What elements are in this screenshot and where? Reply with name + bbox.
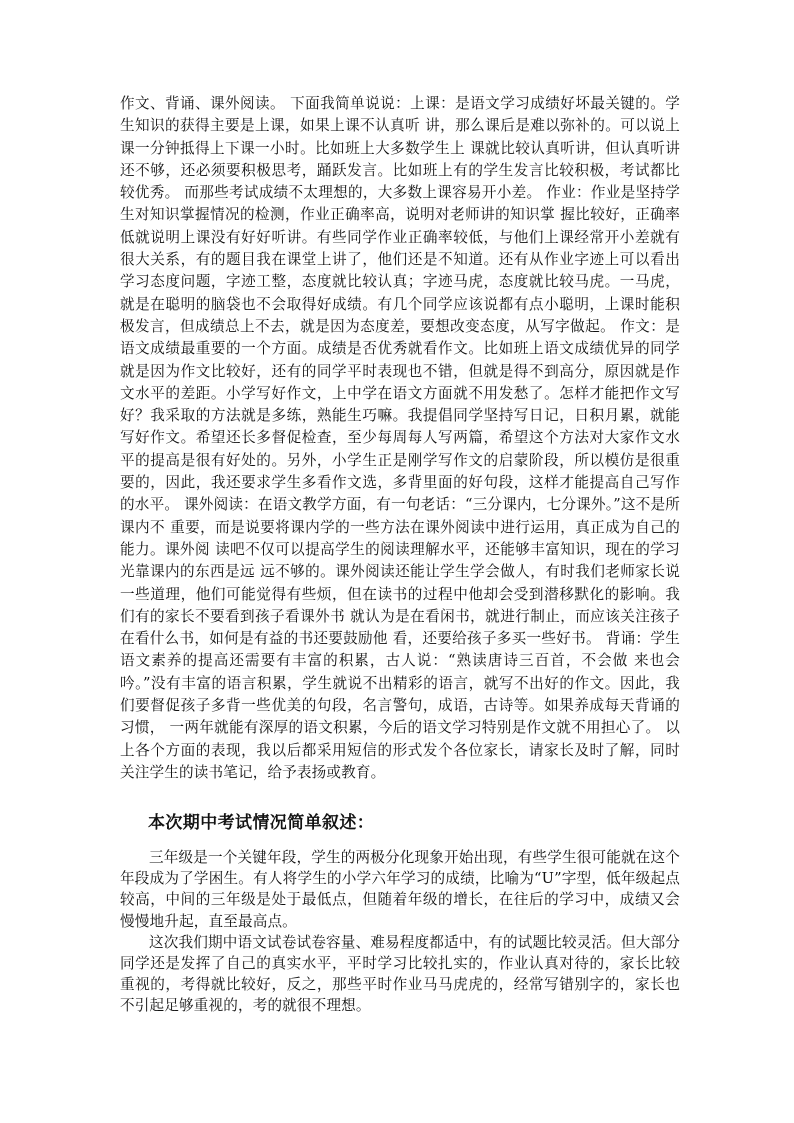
section-heading: 本次期中考试情况简单叙述： [148, 813, 375, 833]
main-paragraph: 作文、背诵、课外阅读。 下面我简单说说：上课：是语文学习成绩好坏最关键的。学生知识的获得主要是上课，如果上课不认真听 讲，那么课后是难以弥补的。可以说上课一分钟抵得上下课一小时。比如班上大多数学生上 课就比较认真听讲，但认真听讲还不够，还必须要积极思考，踊跃发言。比如班上有的学生发言比较积极，考试都比较优秀。 而那些考试成绩不太理想的，大多数上课容易开小差。 作业：作业是坚持学生对知识掌握情况的检测，作业正确率高，说明对老师讲的知识掌 握比较好，正确率低就说明上课没有好好听讲。有些同学作业正确率较低，与他们上课经常开小差就有很大关系，有的题目我在课堂上讲了，他们还是不知道。还有从作业字迹上可以看出学习态度问题，字迹工整，态度就比较认真；字迹马虎，态度就比较马虎。一马虎，就是在聪明的脑袋也不会取得好成绩。有几个同学应该说都有点小聪明，上课时能积极发言，但成绩总上不去，就是因为态度差，要想改变态度，从写字做起。 作文：是语文成绩最重要的一个方面。成绩是否优秀就看作文。比如班上语文成绩优异的同学就是因为作文比较好，还有的同学平时表现也不错，但就是得不到高分，原因就是作文水平的差距。小学写好作文，上中学在语文方面就不用发愁了。怎样才能把作文写好？我采取的方法就是多练，熟能生巧嘛。我提倡同学坚持写日记，日积月累，就能写好作文。希望还长多督促检查，至少每周每人写两篇，希望这个方法对大家作文水平的提高是很有好处的。另外，小学生正是刚学写作文的启蒙阶段，所以模仿是很重要的，因此，我还要求学生多看作文选，多背里面的好句段，这样才能提高自己写作的水平。 课外阅读：在语文教学方面，有一句老话：“三分课内，七分课外。”这不是所课内不 重要，而是说要将课内学的一些方法在课外阅读中进行运用，真正成为自己的能力。课外阅 读吧不仅可以提高学生的阅读理解水平，还能够丰富知识，现在的学习光靠课内的东西是远 远不够的。课外阅读还能让学生学会做人，有时我们老师家长说一些道理，他们可能觉得有些烦，但在读书的过程中他却会受到潜移默化的影响。我们有的家长不要看到孩子看课外书 就认为是在看闲书，就进行制止，而应该关注孩子在看什么书，如何是有益的书还要鼓励他 看，还要给孩子多买一些好书。 背诵：学生语文素养的提高还需要有丰富的积累，古人说：“熟读唐诗三百首，不会做 来也会吟。”没有丰富的语言积累，学生就说不出精彩的语言，就写不出好的作文。因此，我们要督促孩子多背一些优美的句段，名言警句，成语，古诗等。如果养成每天背诵的习惯， 一两年就能有深厚的语文积累，今后的语文学习特别是作文就不用担心了。 以上各个方面的表现，我以后都采用短信的形式发个各位家长，请家长及时了解，同时关注学生的读书笔记，给予表扬或教育。 [120, 95, 680, 781]
section-body [120, 847, 680, 1017]
section-paragraph-2: 这次我们期中语文试卷试卷容量、难易程度都适中，有的试题比较灵活。但大部分同学还是发挥了自己的真实水平，平时学习比较扎实的，作业认真对待的，家长比较重视的，考得就比较好，反之，那些平时作业马马虎虎的，经常写错别字的，家长也不引起足够重视的，考的就很不理想。 [120, 933, 680, 1015]
section-paragraph-1: 三年级是一个关键年段，学生的两极分化现象开始出现，有些学生很可能就在这个年段成为了学困生。有人将学生的小学六年学习的成绩，比喻为“U”字型，低年级起点较高，中间的三年级是处于最低点，但随着年级的增长，在往后的学习中，成绩又会慢慢地升起，直至最高点。 [120, 849, 680, 930]
